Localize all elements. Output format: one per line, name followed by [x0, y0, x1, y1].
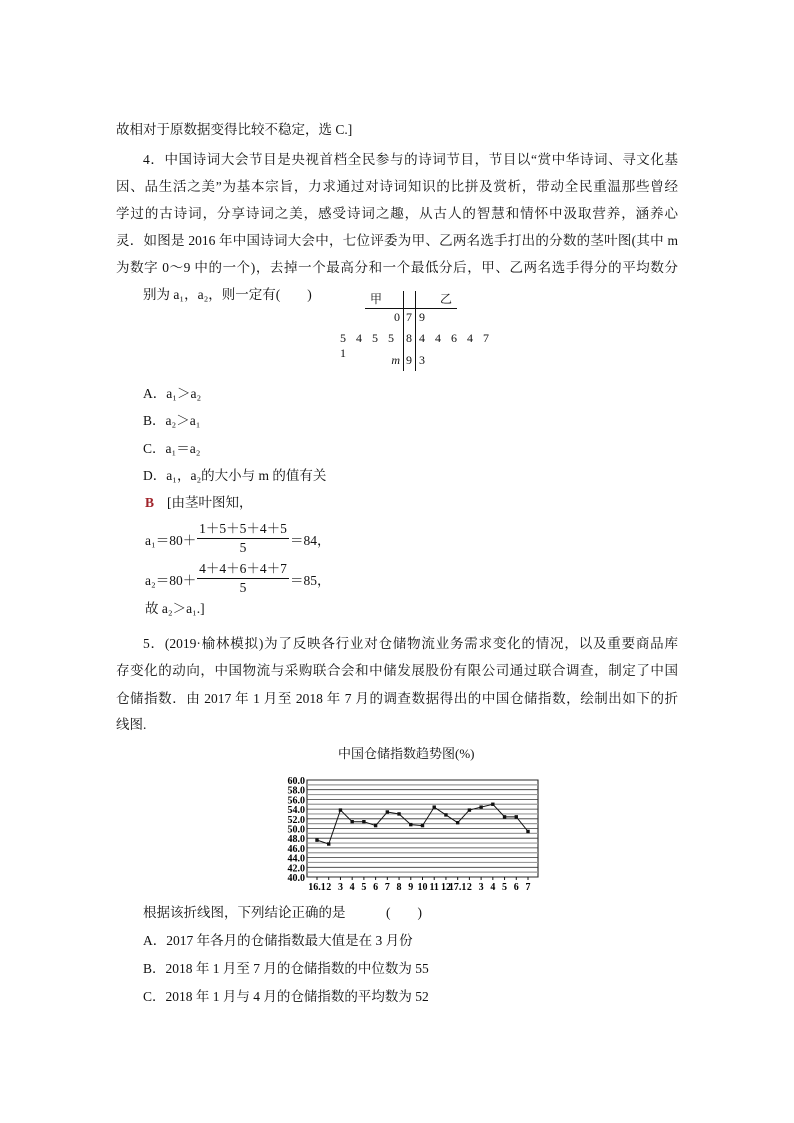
formula-a1-fraction	[197, 520, 289, 557]
data-point	[374, 824, 377, 827]
y-tick-label: 52.0	[287, 814, 305, 826]
data-point	[397, 812, 400, 815]
y-tick-label: 48.0	[287, 834, 305, 846]
y-tick-label: 40.0	[287, 873, 305, 884]
y-tick-label: 44.0	[287, 853, 305, 865]
left-header: 甲	[370, 292, 383, 306]
q4-line: 4．中国诗词大会节目是央视首档全民参与的诗词节目，节目以“赏中华诗词、寻文化基	[143, 152, 678, 167]
leaf-left: 0	[394, 310, 400, 324]
option-a: A．a₁＞a₂	[143, 386, 202, 401]
formula-a2-right: ＝85，	[290, 573, 331, 588]
x-tick-label: 10	[417, 882, 428, 893]
x-tick-label: 2	[466, 882, 472, 893]
denominator: 5	[239, 580, 247, 595]
stem: 7	[406, 310, 412, 324]
data-point	[456, 821, 459, 824]
x-tick-label: 16.1	[308, 882, 326, 893]
x-tick-label: 7	[384, 882, 390, 893]
q5-line: 5．(2019·榆林模拟)为了反映各行业对仓储物流业务需求变化的情况，以及重要商品库	[143, 636, 678, 651]
q4-line: 别为 a₁，a₂，则一定有( )	[143, 287, 312, 302]
data-point	[526, 830, 529, 833]
q5-option-b: B．2018 年 1 月至 7 月的仓储指数的中位数为 55	[143, 961, 429, 976]
q4-line: 学过的古诗词，分享诗词之美，感受诗词之趣，从古人的智慧和情怀中汲取营养，涵养心	[116, 206, 678, 221]
q4-line: 因、品生活之美”为基本宗旨，力求通过对诗词知识的比拼及赏析，带动全民重温那些曾经	[116, 179, 678, 194]
q4-line: 灵．如图是 2016 年中国诗词大会中，七位评委为甲、乙两名选手打出的分数的茎叶图(其中 m	[116, 233, 678, 248]
option-d: D．a₁，a₂的大小与 m 的值有关	[143, 468, 327, 483]
x-tick-label: 3	[337, 882, 343, 893]
x-tick-label: 4	[490, 882, 496, 893]
data-point	[350, 820, 353, 823]
leaf-right: 3	[419, 353, 425, 367]
x-tick-label: 3	[478, 882, 484, 893]
formula-a2-left: a₂＝80＋	[145, 573, 197, 588]
y-tick-label: 50.0	[287, 824, 305, 836]
x-tick-label: 5	[361, 882, 367, 893]
numerator: 1＋5＋5＋4＋5	[197, 520, 289, 539]
option-b: B．a₂＞a₁	[143, 413, 201, 428]
x-tick-label: 17.1	[448, 882, 467, 893]
data-point	[503, 815, 506, 818]
x-tick-label: 2	[326, 882, 332, 893]
data-point	[444, 813, 447, 816]
x-tick-label: 12	[440, 882, 451, 893]
q5-line: 线图.	[116, 717, 147, 732]
x-tick-label: 5	[502, 882, 508, 893]
q4-line: 为数字 0～9 中的一个)，去掉一个最高分和一个最低分后，甲、乙两名选手得分的平均数分	[116, 260, 678, 275]
data-point	[327, 842, 330, 845]
data-point	[315, 838, 318, 841]
chart-title: 中国仓储指数趋势图(%)	[338, 746, 475, 761]
data-point	[491, 803, 494, 806]
q5-question: 根据该折线图，下列结论正确的是 ( )	[143, 905, 422, 920]
leaf-right: 4 4 6 4 7	[419, 331, 492, 345]
previous-answer-end: 故相对于原数据变得比较不稳定，选 C.]	[116, 122, 353, 137]
data-point	[468, 808, 471, 811]
q5-option-a: A．2017 年各月的仓储指数最大值是在 3 月份	[143, 933, 413, 948]
answer-letter: B	[145, 495, 155, 510]
x-tick-label: 8	[396, 882, 402, 893]
y-tick-label: 46.0	[287, 843, 305, 855]
y-tick-label: 42.0	[287, 863, 305, 875]
data-point	[421, 824, 424, 827]
x-tick-label: 6	[513, 882, 519, 893]
q5-line: 存变化的动向，中国物流与采购联合会和中储发展股份有限公司通过联合调查，制定了中国	[116, 663, 678, 678]
data-point	[362, 820, 365, 823]
stem: 9	[406, 353, 412, 367]
leaf-left: 5 4 5 5 1	[340, 331, 397, 360]
data-point	[386, 810, 389, 813]
x-tick-label: 4	[349, 882, 355, 893]
data-point	[339, 808, 342, 811]
option-c: C．a₁＝a₂	[143, 441, 201, 456]
q5-line: 仓储指数．由 2017 年 1 月至 2018 年 7 月的调查数据得出的中国仓储指数，绘制出如下的折	[116, 691, 678, 706]
denominator: 5	[239, 540, 247, 555]
leaf-left: m	[391, 353, 400, 367]
data-point	[515, 815, 518, 818]
y-tick-label: 58.0	[287, 785, 305, 797]
stem-leaf-plot	[340, 288, 500, 373]
x-tick-label: 11	[429, 882, 439, 893]
numerator: 4＋4＋6＋4＋7	[197, 560, 289, 579]
y-tick-label: 56.0	[287, 795, 305, 807]
formula-a2-fraction	[197, 560, 289, 597]
leaf-right: 9	[419, 310, 425, 324]
formula-a1-right: ＝84，	[290, 533, 331, 548]
formula-a1-left: a₁＝80＋	[145, 533, 197, 548]
q5-option-c: C．2018 年 1 月与 4 月的仓储指数的平均数为 52	[143, 989, 429, 1004]
line-chart	[270, 770, 550, 895]
stem: 8	[406, 331, 412, 345]
data-point	[433, 805, 436, 808]
right-header: 乙	[440, 292, 453, 306]
solution-conclusion: 故 a₂＞a₁.]	[145, 601, 205, 616]
solution-intro: [由茎叶图知，	[167, 495, 253, 510]
x-tick-label: 6	[373, 882, 379, 893]
x-tick-label: 9	[408, 882, 414, 893]
data-point	[479, 805, 482, 808]
x-tick-label: 7	[525, 882, 531, 893]
data-point	[409, 823, 412, 826]
y-tick-label: 60.0	[287, 776, 305, 787]
y-tick-label: 54.0	[287, 805, 305, 817]
